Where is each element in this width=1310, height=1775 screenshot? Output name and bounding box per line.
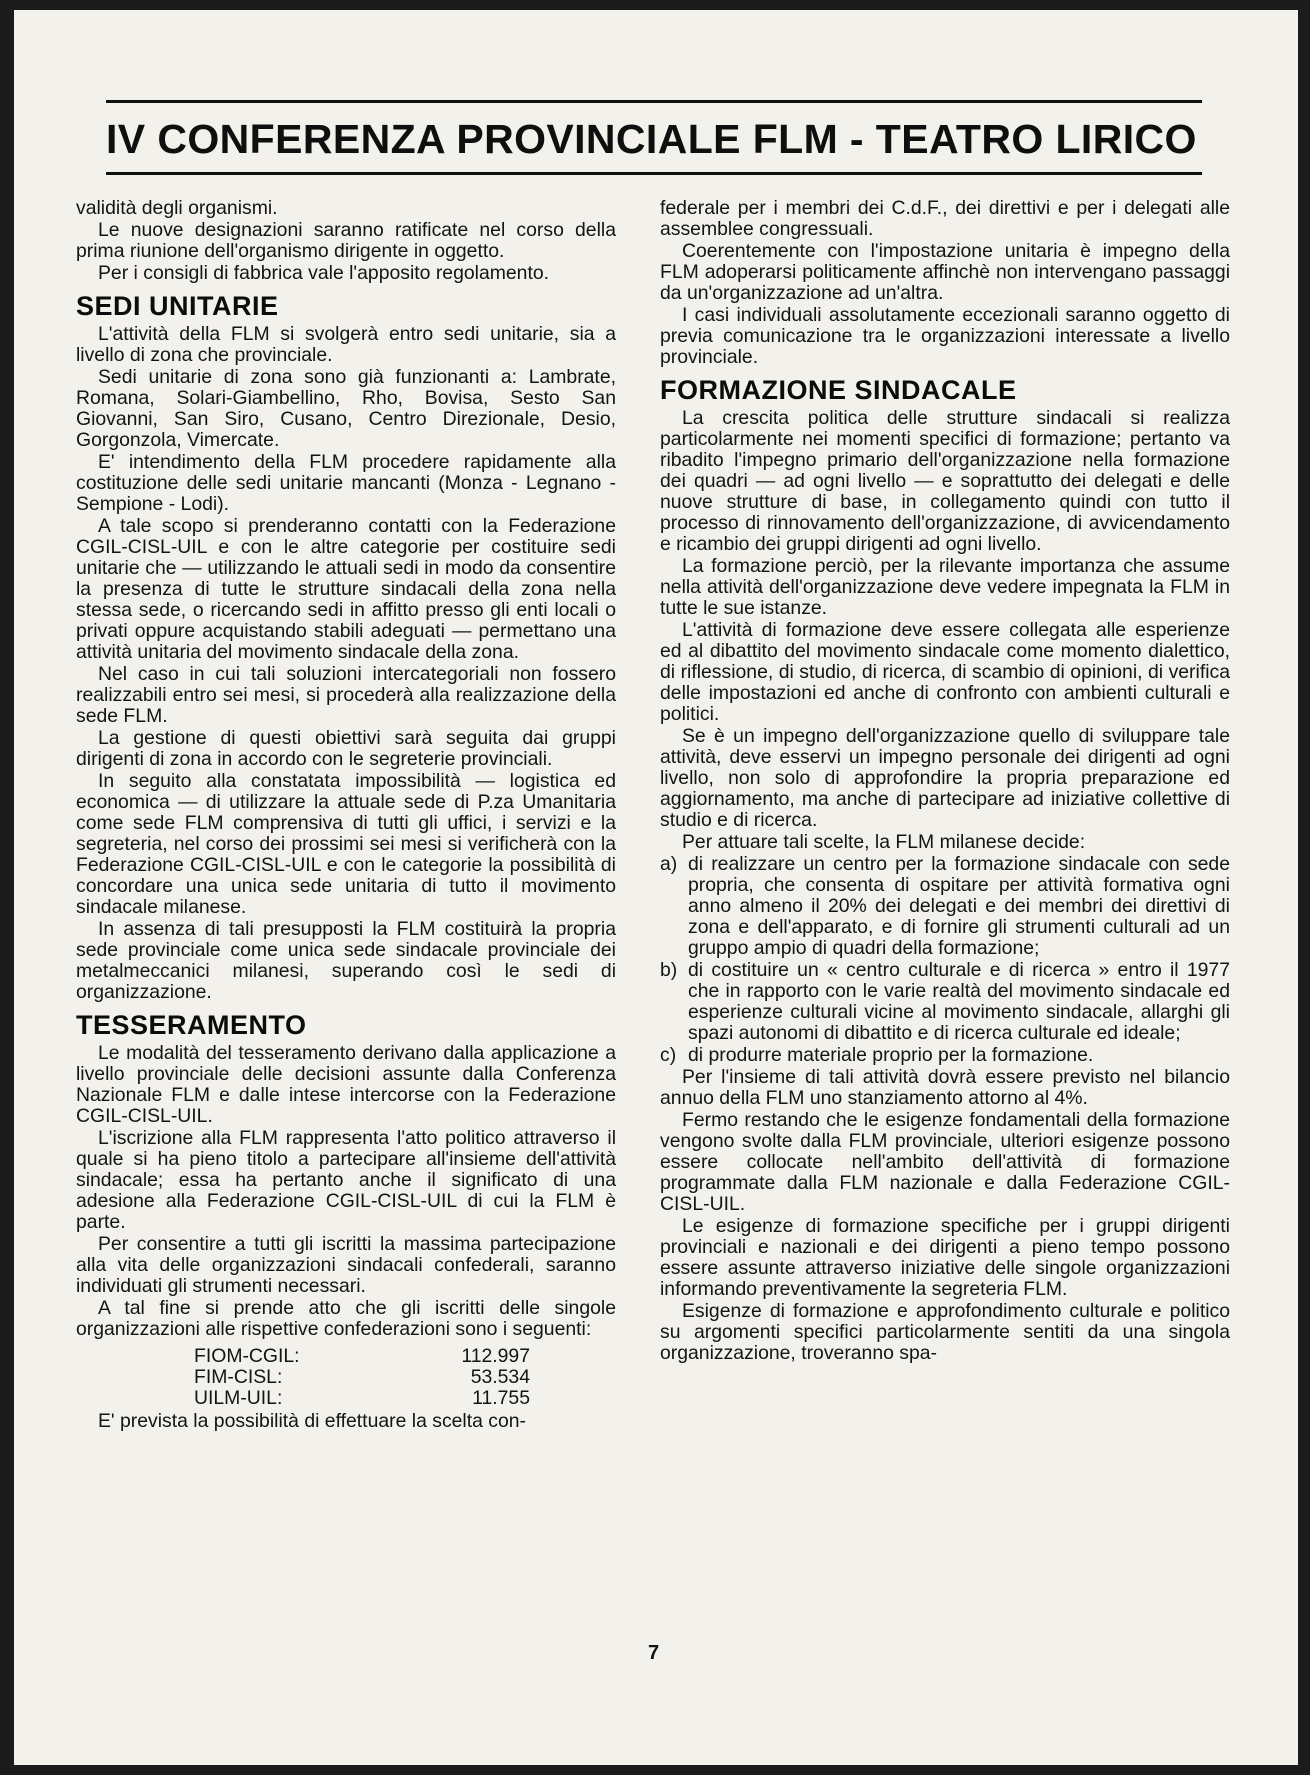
union-name: UILM-UIL: [194,1387,283,1409]
list-text: di realizzare un centro per la formazione sindacale con sede propria, che consenta di ospitare per attività formativa ogni anno almeno il 20% dei delegati e dei membri dei direttivi di zona e dell'apparato, e di fornire gli strumenti culturali ad un gruppo ampio di quadri della formazione; [688,853,1230,959]
membership-row [76,1367,616,1388]
page-title: IV CONFERENZA PROVINCIALE FLM - TEATRO LIRICO [106,116,1197,162]
union-name: FIM-CISL: [194,1366,283,1388]
paragraph: E' intendimento della FLM procedere rapidamente alla costituzione delle sedi unitarie mancanti (Monza - Legnano - Sempione - Lodi). [76,451,616,515]
paragraph: Per l'insieme di tali attività dovrà essere previsto nel bilancio annuo della FLM uno stanziamento attorno al 4%. [660,1066,1230,1109]
membership-row [76,1346,616,1367]
membership-row [76,1388,616,1409]
section-heading-sedi-unitarie: SEDI UNITARIE [76,291,279,321]
paragraph: La gestione di questi obiettivi sarà seguita dai gruppi dirigenti di zona in accordo con le segreterie provinciali. [76,727,616,770]
list-item [660,854,1230,959]
header-rule-top [106,100,1202,103]
section-heading-formazione-sindacale: FORMAZIONE SINDACALE [660,375,1017,405]
left-column [76,198,616,1433]
paragraph: Nel caso in cui tali soluzioni intercategoriali non fossero realizzabili entro sei mesi, si procederà alla realizzazione della sede FLM. [76,663,616,727]
paragraph: A tal fine si prende atto che gli iscritti delle singole organizzazioni alle rispettive confederazioni sono i seguenti: [76,1297,616,1340]
paragraph: Le modalità del tesseramento derivano dalla applicazione a livello provinciale delle decisioni assunte dalla Conferenza Nazionale FLM e dalle intese intercorse con la Federazione CGIL-CISL-UIL. [76,1042,616,1127]
paragraph: Per attuare tali scelte, la FLM milanese decide: [682,831,1086,853]
paragraph: Per consentire a tutti gli iscritti la massima partecipazione alla vita delle organizzazioni sindacali confederali, saranno individuati gli strumenti necessari. [76,1233,616,1297]
paragraph: La crescita politica delle strutture sindacali si realizza particolarmente nei momenti specifici di formazione; pertanto va ribadito l'impegno primario dell'organizzazione nella formazione dei quadri — ad ogni livello — e soprattutto dei delegati e delle nuove strutture di base, in collegamento quindi con tutto il processo di rinnovamento dell'organizzazione, di avvicendamento e ricambio dei gruppi dirigenti ad ogni livello. [660,407,1230,555]
header-rule-bottom [106,172,1202,175]
section-heading-tesseramento: TESSERAMENTO [76,1010,307,1040]
paragraph: In seguito alla constatata impossibilità — logistica ed economica — di utilizzare la attuale sede di P.za Umanitaria come sede FLM comprensiva di tutti gli uffici, i servizi e la segreteria, nel corso dei prossimi sei mesi si verificherà con la Federazione CGIL-CISL-UIL e con le categorie la possibilità di concordare una unica sede unitaria di tutto il movimento sindacale milanese. [76,770,616,918]
paragraph: In assenza di tali presupposti la FLM costituirà la propria sede provinciale come unica sede sindacale provinciale dei metalmeccanici milanesi, superando così le sedi di organizzazione. [76,918,616,1003]
paragraph: Sedi unitarie di zona sono già funzionanti a: Lambrate, Romana, Solari-Giambellino, Rho, Bovisa, Sesto San Giovanni, San Siro, Cusano, Centro Direzionale, Desio, Gorgonzola, Vimercate. [76,366,616,451]
member-count: 11.755 [472,1387,530,1409]
paragraph: Se è un impegno dell'organizzazione quello di sviluppare tale attività, deve esservi un impegno personale dei dirigenti ad ogni livello, non solo di approfondire la propria preparazione ed aggiornamento, ma anche di partecipare ad iniziative collettive di studio e di ricerca. [660,725,1230,831]
paragraph: La formazione perciò, per la rilevante importanza che assume nella attività dell'organizzazione deve vedere impegnata la FLM in tutte le sue istanze. [660,555,1230,619]
list-item [660,960,1230,1044]
paragraph: Fermo restando che le esigenze fondamentali della formazione vengono svolte dalla FLM provinciale, ulteriori esigenze possono essere collocate nell'ambito dell'attività di formazione programmate dalla FLM nazionale e dalla Federazione CGIL-CISL-UIL. [660,1109,1230,1215]
paragraph: L'attività della FLM si svolgerà entro sedi unitarie, sia a livello di zona che provinciale. [76,323,616,366]
paragraph: A tale scopo si prenderanno contatti con la Federazione CGIL-CISL-UIL e con le altre categorie per costituire sedi unitarie che — utilizzando le attuali sedi in modo da consentire la presenza di tutte le strutture sindacali della zona nella stessa sede, o ricercando sedi in affitto presso gli enti locali o privati oppure acquistando stabili adeguati — permettano una attività unitaria del movimento sindacale della zona. [76,515,616,663]
list-label: c) [660,1044,677,1066]
paragraph: Per i consigli di fabbrica vale l'apposito regolamento. [98,262,550,284]
member-count: 53.534 [470,1366,530,1388]
paragraph: L'iscrizione alla FLM rappresenta l'atto politico attraverso il quale si ha pieno titolo a partecipare all'insieme dell'attività sindacale; essa ha pertanto anche il significato di una adesione alla Federazione CGIL-CISL-UIL di cui la FLM è parte. [76,1127,616,1233]
member-count: 112.997 [461,1345,530,1367]
paragraph: federale per i membri dei C.d.F., dei direttivi e per i delegati alle assemblee congressuali. [660,197,1230,240]
paragraph: Le esigenze di formazione specifiche per i gruppi dirigenti provinciali e nazionali e dei dirigenti a pieno tempo possono essere assunte attraverso iniziative delle singole organizzazioni informando preventivamente la segreteria FLM. [660,1215,1230,1300]
paragraph: I casi individuali assolutamente eccezionali saranno oggetto di previa comunicazione tra le organizzazioni interessate a livello provinciale. [660,304,1230,368]
list-text: di costituire un « centro culturale e di ricerca » entro il 1977 che in rapporto con le varie realtà del movimento sindacale ed esperienze culturali vicine al movimento sindacale, allarghi gli spazi autonomi di dibattito e di ricerca culturale ed ideale; [688,959,1230,1044]
paragraph: E' prevista la possibilità di effettuare la scelta con- [98,1410,527,1432]
paragraph: Coerentemente con l'impostazione unitaria è impegno della FLM adoperarsi politicamente affinchè non intervengano passaggi da un'organizzazione ad un'altra. [660,240,1230,304]
right-column [660,198,1230,1365]
membership-table [76,1346,616,1409]
paragraph: Esigenze di formazione e approfondimento culturale e politico su argomenti specifici particolarmente sentiti da una singola organizzazione, troveranno spa- [660,1300,1230,1364]
list-label: a) [660,853,678,875]
paragraph: validità degli organismi. [76,197,278,219]
union-name: FIOM-CGIL: [194,1345,300,1367]
list-item [660,1045,1230,1066]
list-text: di produrre materiale proprio per la formazione. [688,1044,1094,1066]
page-number: 7 [648,1642,660,1664]
paragraph: L'attività di formazione deve essere collegata alle esperienze ed al dibattito del movimento sindacale come momento dialettico, di riflessione, di studio, di ricerca, di scambio di opinioni, di verifica delle impostazioni ed anche di confronto con ambienti culturali e politici. [660,619,1230,725]
paragraph: Le nuove designazioni saranno ratificate nel corso della prima riunione dell'organismo dirigente in oggetto. [76,219,616,262]
list-label: b) [660,959,678,981]
document-page [14,10,1298,1765]
